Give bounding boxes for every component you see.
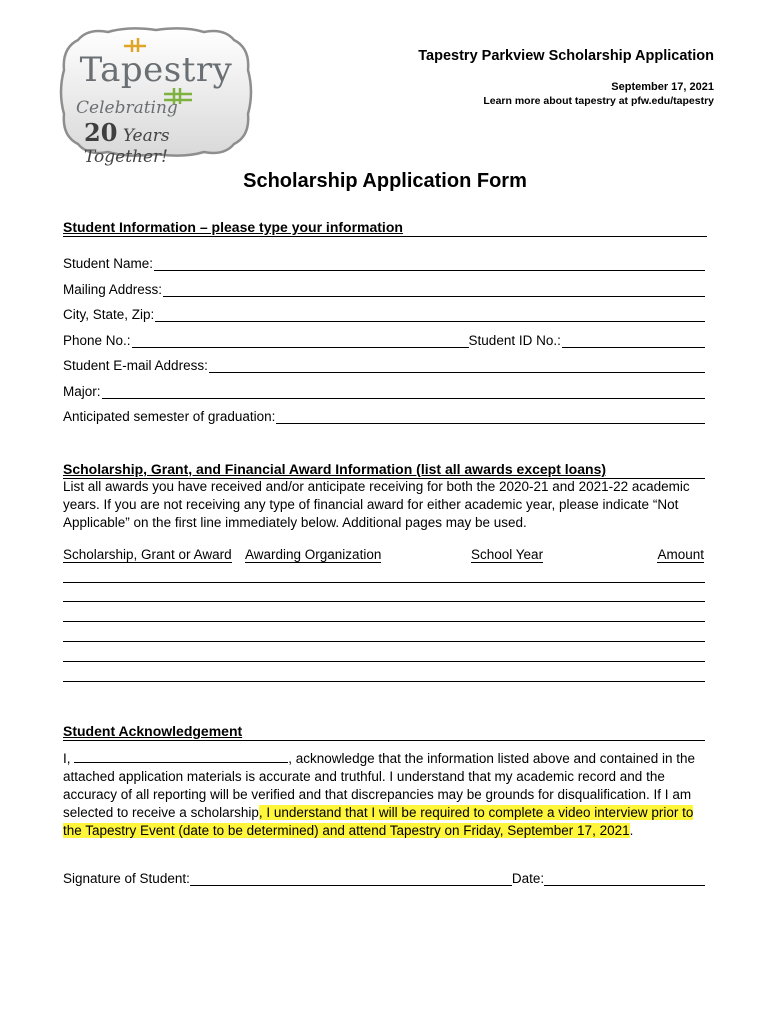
- major-field[interactable]: [63, 384, 705, 399]
- acknowledgement-paragraph: [63, 750, 715, 840]
- acknowledgement-heading: Student Acknowledgement: [63, 723, 705, 741]
- graduation-line[interactable]: [276, 409, 705, 424]
- logo-tagline-years-text: Years Together!: [84, 126, 170, 167]
- email-field[interactable]: [63, 358, 705, 373]
- signature-line[interactable]: [190, 871, 512, 886]
- graduation-field[interactable]: [63, 409, 705, 424]
- date-line[interactable]: [544, 871, 705, 886]
- award-entry-line-5[interactable]: [63, 661, 705, 662]
- signature-label: Signature of Student:: [63, 871, 190, 886]
- logo-tagline-celebrating: Celebrating: [76, 98, 178, 118]
- phone-line[interactable]: [132, 333, 469, 348]
- student-name-line[interactable]: [154, 256, 705, 271]
- ack-body: , acknowledge that the information listed above and contained in the attached application materials is accurate and truthful. I understand that my academic record and the accuracy of all reporting will be verified and that discrepancies may be grounds for disqualification. If I am selected to receive a scholarship: [63, 751, 696, 820]
- student-id-label: Student ID No.:: [468, 333, 561, 348]
- city-state-zip-line[interactable]: [155, 307, 705, 322]
- student-id-line[interactable]: [562, 333, 705, 348]
- form-title: Scholarship Application Form: [243, 170, 527, 192]
- column-header-amount: Amount: [657, 547, 704, 562]
- column-header-award: Scholarship, Grant or Award: [63, 547, 232, 562]
- email-label: Student E-mail Address:: [63, 358, 208, 373]
- column-header-school-year: School Year: [471, 547, 544, 562]
- awards-instructions: List all awards you have received and/or anticipate receiving for both the 2020-21 and 2021-22 academic years. If you are not receiving any type of financial award for either academic year, please indicate “Not Applicable” on the first line immediately below. Additional pages may be used.: [63, 479, 690, 530]
- student-info-heading: Student Information – please type your information: [63, 219, 707, 237]
- ack-highlighted-text: , I understand that I will be required to complete a video interview prior to the Tapestry Event (date to be determined) and attend Tapestry on Friday, September 17, 2021: [63, 805, 694, 838]
- mailing-address-line[interactable]: [163, 282, 705, 297]
- logo-tagline-number: 20: [84, 118, 118, 147]
- phone-studentid-row: [63, 333, 705, 348]
- city-state-zip-label: City, State, Zip:: [63, 307, 155, 322]
- major-label: Major:: [63, 384, 101, 399]
- logo-tagline-years: [84, 118, 254, 167]
- major-line[interactable]: [102, 384, 705, 399]
- header-learn-more: Learn more about tapestry at pfw.edu/tapestry: [483, 95, 714, 107]
- award-entry-line-6[interactable]: [63, 681, 705, 682]
- student-name-field[interactable]: [63, 256, 705, 271]
- award-entry-line-1[interactable]: [63, 582, 705, 583]
- phone-label: Phone No.:: [63, 333, 131, 348]
- award-entry-line-3[interactable]: [63, 621, 705, 622]
- mailing-address-field[interactable]: [63, 282, 705, 297]
- header-title: Tapestry Parkview Scholarship Application: [418, 48, 714, 64]
- award-entry-line-2[interactable]: [63, 601, 705, 602]
- student-name-label: Student Name:: [63, 256, 154, 271]
- award-entry-line-4[interactable]: [63, 641, 705, 642]
- ack-end: .: [629, 823, 634, 838]
- ack-prefix: I,: [63, 751, 71, 766]
- signature-row: [63, 871, 705, 886]
- column-header-organization: Awarding Organization: [245, 547, 382, 562]
- header-date: September 17, 2021: [611, 81, 714, 93]
- awards-heading: Scholarship, Grant, and Financial Award Information (list all awards except loans): [63, 461, 705, 479]
- logo-wordmark: Tapestry: [79, 50, 233, 90]
- date-label: Date:: [511, 871, 545, 886]
- email-line[interactable]: [209, 358, 705, 373]
- ack-name-line[interactable]: [74, 750, 288, 763]
- mailing-address-label: Mailing Address:: [63, 282, 163, 297]
- tapestry-logo: [58, 26, 254, 167]
- graduation-label: Anticipated semester of graduation:: [63, 409, 276, 424]
- city-state-zip-field[interactable]: [63, 307, 705, 322]
